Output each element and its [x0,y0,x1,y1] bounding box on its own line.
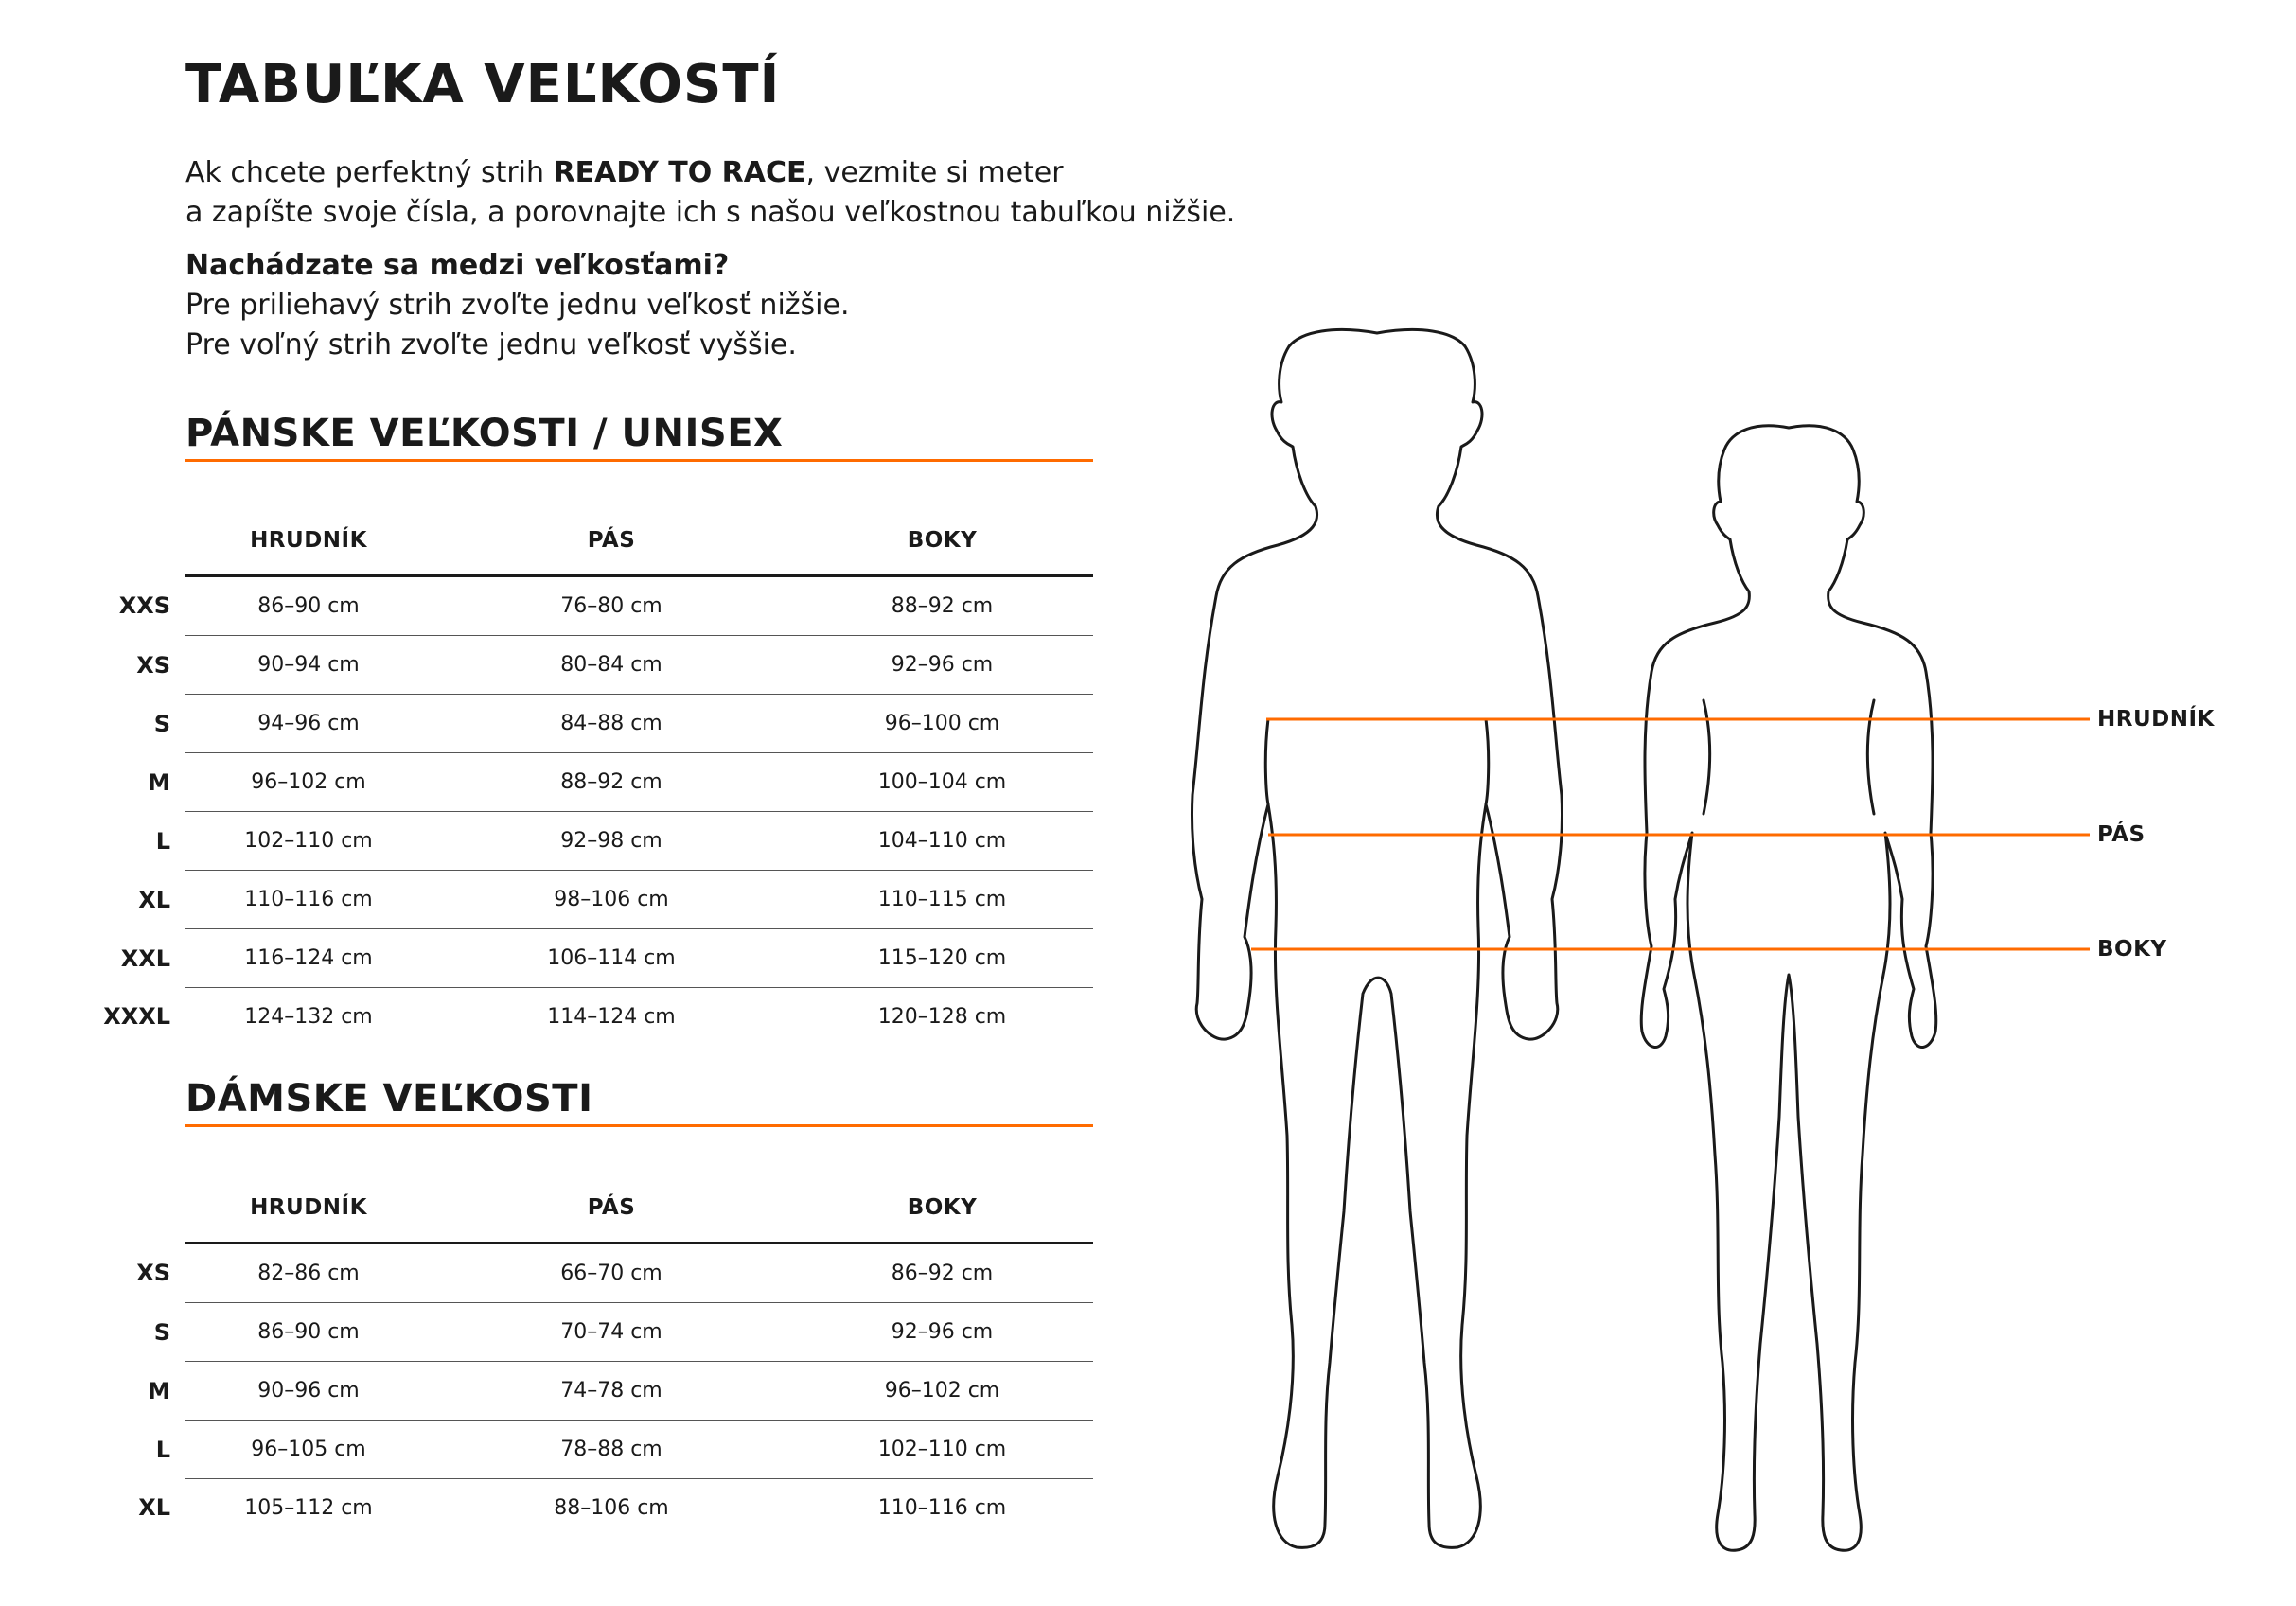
chest-value: 94–96 cm [185,695,432,753]
chest-value: 110–116 cm [185,871,432,929]
waist-value: 84–88 cm [432,695,791,753]
hips-value: 110–116 cm [877,1496,1007,1520]
waist-value: 78–88 cm [432,1421,791,1479]
size-label: XXS [118,592,170,619]
hips-value: 110–115 cm [791,871,1093,929]
chest-value: 105–112 cm [244,1496,373,1520]
male-figure-icon [1192,329,1562,1547]
chest-value: 116–124 cm [185,929,432,988]
female-figure-icon [1641,426,1936,1550]
chest-column-header: HRUDNÍK [185,1174,432,1244]
intro-line-1: Ak chcete perfektný strih READY TO RACE, vezmite si meter [185,156,1064,189]
size-label: XXL [120,944,170,972]
hips-value: 120–128 cm [877,1005,1007,1029]
hips-value: 92–96 cm [791,636,1093,695]
hips-value: 96–102 cm [791,1362,1093,1421]
chest-value: 90–96 cm [185,1362,432,1421]
size-label: M [148,768,170,796]
waist-value: 66–70 cm [432,1244,791,1303]
chest-value: 102–110 cm [185,812,432,871]
waist-value: 80–84 cm [432,636,791,695]
waist-value: 106–114 cm [432,929,791,988]
between-sizes-question: Nachádzate sa medzi veľkosťami? [185,249,730,282]
waist-value: 76–80 cm [432,576,791,636]
size-label: XS [136,651,170,679]
size-label: XL [138,886,170,913]
hips-value: 88–92 cm [791,576,1093,636]
waist-value: 70–74 cm [432,1303,791,1362]
hips-value: 104–110 cm [791,812,1093,871]
waist-measure-label: PÁS [2097,822,2146,847]
hips-value: 86–92 cm [791,1244,1093,1303]
waist-value: 92–98 cm [432,812,791,871]
hips-measure-label: BOKY [2097,937,2167,962]
hips-value: 100–104 cm [791,753,1093,812]
waist-value: 98–106 cm [432,871,791,929]
waist-column-header: PÁS [432,506,791,576]
size-label: XS [136,1260,170,1286]
hips-column-header: BOKY [791,506,1093,576]
waist-value: 74–78 cm [432,1362,791,1421]
intro-line-2: a zapíšte svoje čísla, a porovnajte ich s našou veľkostnou tabuľkou nižšie. [185,196,1236,229]
chest-value: 96–105 cm [185,1421,432,1479]
waist-value: 88–92 cm [432,753,791,812]
chest-measure-label: HRUDNÍK [2097,707,2215,732]
size-label: M [148,1377,170,1404]
womens-heading: DÁMSKE VEĽKOSTI [185,1077,593,1121]
hips-value: 92–96 cm [791,1303,1093,1362]
page-title: TABUĽKA VEĽKOSTÍ [185,54,781,115]
hips-value: 102–110 cm [791,1421,1093,1479]
waist-value: 114–124 cm [547,1005,676,1029]
chest-column-header: HRUDNÍK [185,506,432,576]
size-label: XL [138,1494,170,1522]
hips-column-header: BOKY [791,1174,1093,1244]
ready-to-race-emphasis: READY TO RACE [553,156,806,189]
chest-value: 82–86 cm [185,1244,432,1303]
tip-loose: Pre voľný strih zvoľte jednu veľkosť vyššie. [185,328,797,362]
waist-column-header: PÁS [432,1174,791,1244]
size-label: L [155,827,170,855]
size-label: S [153,1318,170,1346]
size-label: S [153,710,170,737]
hips-value: 115–120 cm [791,929,1093,988]
size-label: XXXL [103,1003,170,1031]
chest-value: 90–94 cm [185,636,432,695]
chest-value: 124–132 cm [244,1005,373,1029]
chest-value: 86–90 cm [185,1303,432,1362]
size-label: L [155,1436,170,1463]
chest-value: 86–90 cm [185,576,432,636]
waist-value: 88–106 cm [554,1496,669,1520]
tip-fitted: Pre priliehavý strih zvoľte jednu veľkosť nižšie. [185,289,850,322]
chest-value: 96–102 cm [185,753,432,812]
hips-value: 96–100 cm [791,695,1093,753]
mens-heading: PÁNSKE VEĽKOSTI / UNISEX [185,412,784,455]
